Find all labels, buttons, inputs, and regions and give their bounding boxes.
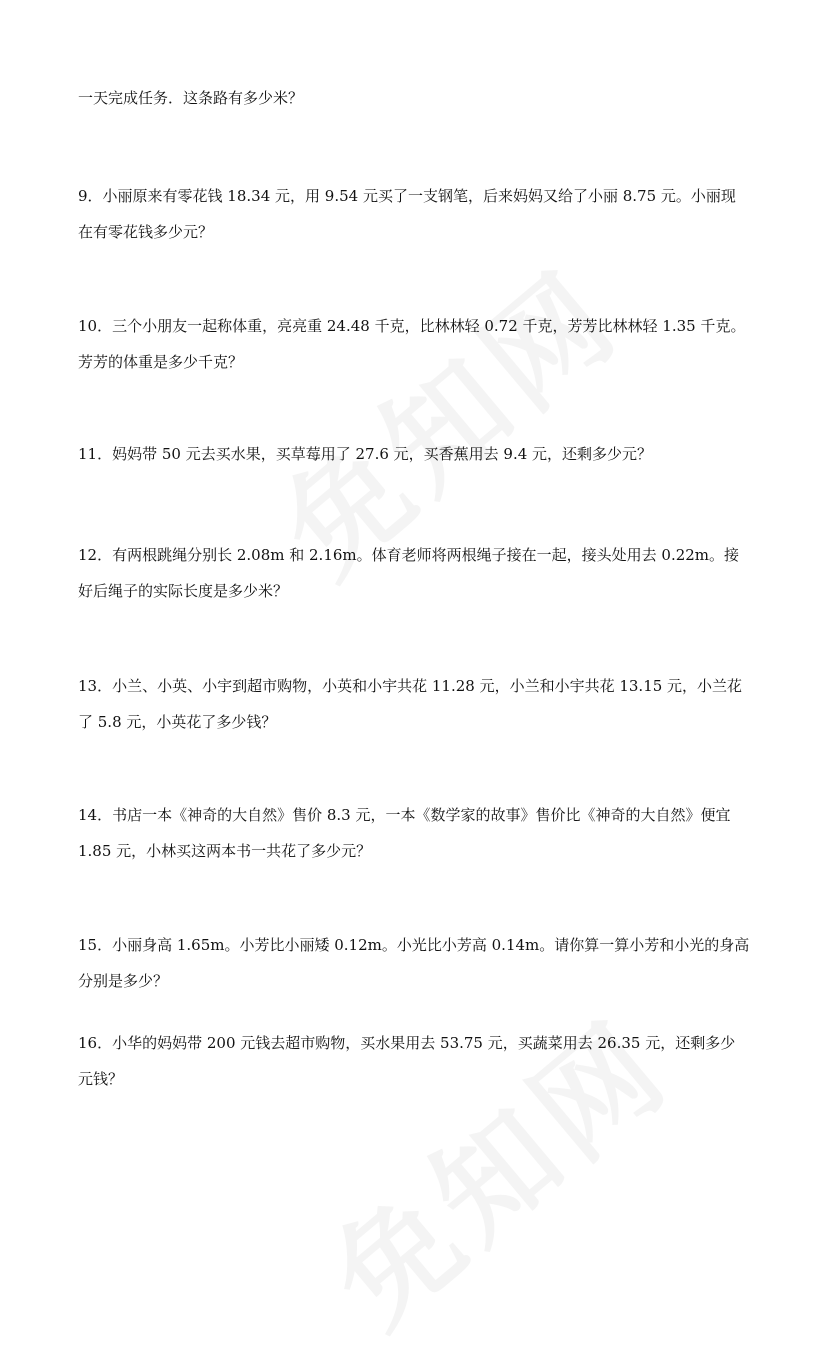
problem-9: 9．小丽原来有零花钱 18.34 元，用 9.54 元买了一支钢笔，后来妈妈又给了小丽 8.75 元。小丽现在有零花钱多少元？ xyxy=(78,187,736,241)
problem-16: 16．小华的妈妈带 200 元钱去超市购物，买水果用去 53.75 元，买蔬菜用去 26.35 元，还剩多少元钱？ xyxy=(78,1034,736,1088)
problem-15: 15．小丽身高 1.65m。小芳比小丽矮 0.12m。小光比小芳高 0.14m。请你算一算小芳和小光的身高分别是多少？ xyxy=(78,936,750,990)
problem-10: 10．三个小朋友一起称体重，亮亮重 24.48 千克，比林林轻 0.72 千克，芳芳比林林轻 1.35 千克。芳芳的体重是多少千克？ xyxy=(78,317,746,371)
problem-14: 14．书店一本《神奇的大自然》售价 8.3 元，一本《数学家的故事》售价比《神奇的大自然》便宜 1.85 元，小林买这两本书一共花了多少元？ xyxy=(78,806,731,860)
problem-11: 11．妈妈带 50 元去买水果，买草莓用了 27.6 元，买香蕉用去 9.4 元，还剩多少元？ xyxy=(78,445,653,463)
problem-13: 13．小兰、小英、小宇到超市购物，小英和小宇共花 11.28 元，小兰和小宇共花 13.15 元，小兰花了 5.8 元，小英花了多少钱？ xyxy=(78,677,743,731)
problem-12: 12．有两根跳绳分别长 2.08m 和 2.16m。体育老师将两根绳子接在一起，接头处用去 0.22m。接好后绳子的实际长度是多少米？ xyxy=(78,546,740,600)
problem-continuation: 一天完成任务．这条路有多少米？ xyxy=(78,89,304,107)
